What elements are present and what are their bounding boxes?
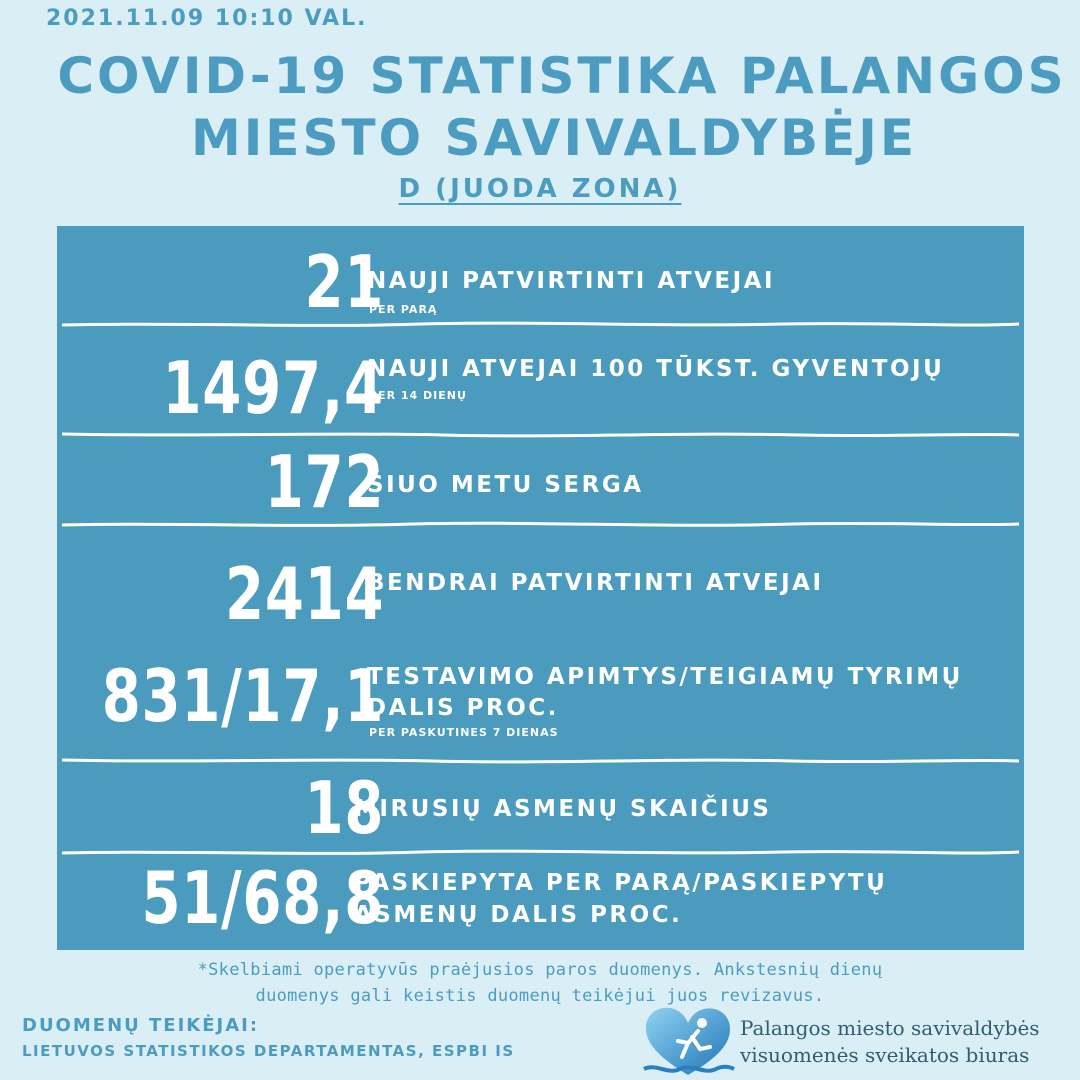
stat-sublabel: PER PASKUTINES 7 DIENAS [369, 726, 559, 739]
organization-logo-text [740, 1015, 1040, 1069]
stat-sublabel: PER PARĄ [369, 303, 438, 316]
providers-title: DUOMENŲ TEIKĖJAI: [22, 1015, 260, 1036]
row-divider [62, 520, 1019, 530]
stat-label: NAUJI ATVEJAI 100 TŪKST. GYVENTOJŲ [367, 356, 945, 382]
stat-label: ŠIUO METU SERGA [367, 472, 644, 498]
disclaimer-note [0, 957, 1080, 1009]
heart-runner-logo-icon [640, 1003, 736, 1080]
stat-value: 18 [304, 766, 384, 850]
page-title-line1: COVID-19 STATISTIKA PALANGOS [57, 47, 1067, 105]
stats-panel [57, 226, 1024, 950]
logo-line2: visuomenės sveikatos biuras [740, 1043, 1030, 1067]
stat-label-line2: DALIS PROC. [367, 695, 559, 721]
stat-value: 1497,4 [162, 346, 384, 430]
stat-label: MIRUSIŲ ASMENŲ SKAIČIUS [354, 796, 772, 822]
stat-label-line2: ASMENŲ DALIS PROC. [354, 902, 683, 928]
disclaimer-line2: duomenys gali keistis duomenų teikėjui juos revizavus. [255, 986, 825, 1006]
row-divider [62, 430, 1019, 440]
stat-value: 831/17,1 [101, 654, 384, 738]
stat-value: 2414 [224, 552, 384, 636]
providers-text: LIETUVOS STATISTIKOS DEPARTAMENTAS, ESPBI IS [22, 1042, 515, 1060]
stat-sublabel: PER 14 DIENŲ [369, 389, 467, 402]
row-divider [62, 320, 1019, 330]
zone-label: D (JUODA ZONA) [398, 174, 682, 204]
stat-value: 51/68,8 [141, 856, 384, 940]
stat-label: BENDRAI PATVIRTINTI ATVEJAI [367, 570, 824, 596]
row-divider [62, 756, 1019, 766]
logo-line1: Palangos miesto savivaldybės [740, 1016, 1040, 1040]
stat-value: 172 [264, 440, 384, 524]
disclaimer-line1: *Skelbiami operatyvūs praėjusios paros duomenys. Ankstesnių dienų [197, 960, 883, 980]
page-title-line2: MIESTO SAVIVALDYBĖJE [190, 109, 918, 167]
stat-label: PASKIEPYTA PER PARĄ/PASKIEPYTŲ [354, 870, 888, 896]
timestamp: 2021.11.09 10:10 VAL. [46, 6, 368, 31]
stat-label: TESTAVIMO APIMTYS/TEIGIAMŲ TYRIMŲ [367, 664, 963, 690]
stat-value: 21 [304, 240, 384, 324]
stat-label: NAUJI PATVIRTINTI ATVEJAI [367, 268, 776, 294]
